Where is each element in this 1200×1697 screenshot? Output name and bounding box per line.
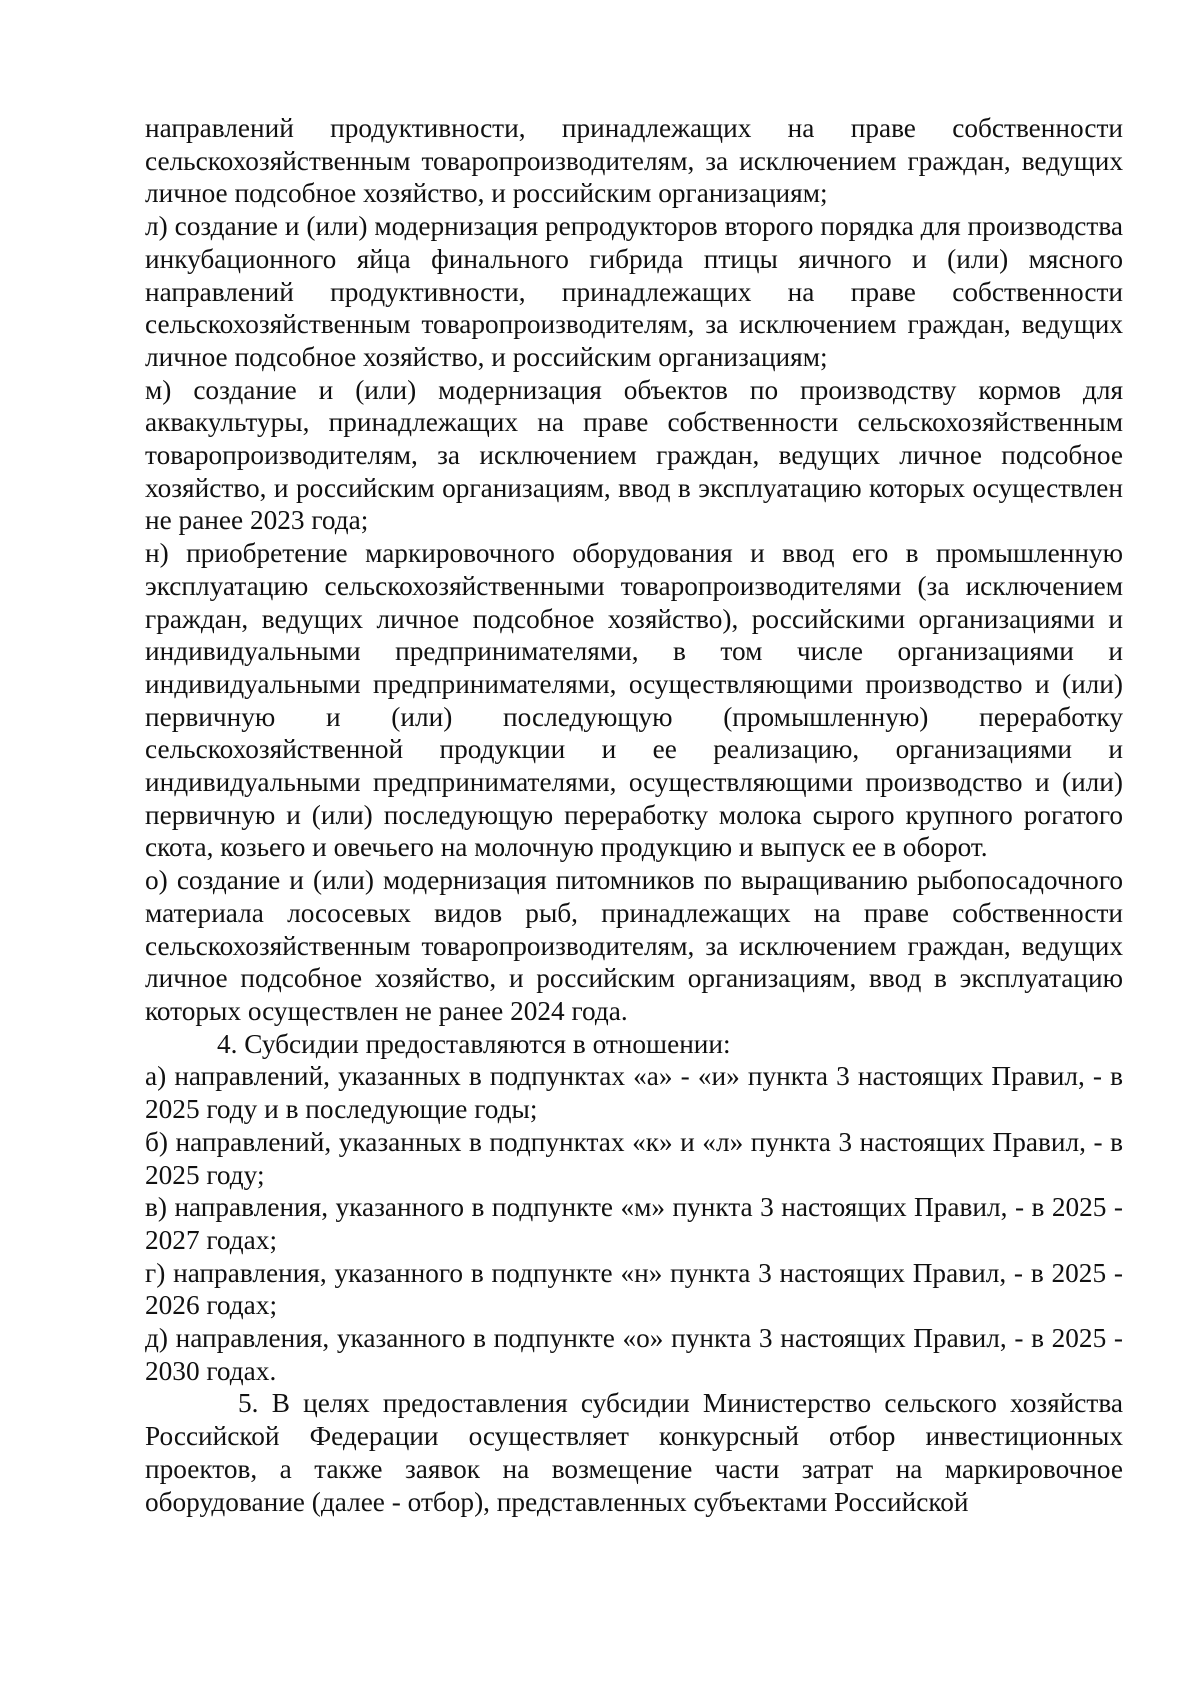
paragraph-item-v: в) направления, указанного в подпункте «м» пункта 3 настоящих Правил, - в 2025 - 2027 годах; bbox=[145, 1192, 1123, 1255]
paragraph-section-4: 4. Субсидии предоставляются в отношении: bbox=[217, 1028, 731, 1059]
document-page bbox=[145, 112, 1123, 1518]
paragraph-item-a: а) направлений, указанных в подпунктах «а» - «и» пункта 3 настоящих Правил, - в 2025 году и в последующие годы; bbox=[145, 1061, 1123, 1125]
paragraph-section-5: 5. В целях предоставления субсидии Министерство сельского хозяйства Российской Федерации осуществляет конкурсный отбор инвестиционных проектов, а также заявок на возмещение части затрат на маркировочное оборудование (далее - отбор), представленных субъектами Российской bbox=[145, 1388, 1123, 1517]
paragraph-item-d: д) направления, указанного в подпункте «о» пункта 3 настоящих Правил, - в 2025 - 2030 годах. bbox=[145, 1323, 1123, 1386]
paragraph-item-n: н) приобретение маркировочного оборудования и ввод его в промышленную эксплуатацию сельскохозяйственными товаропроизводителями (за исключением граждан, ведущих личное подсобное хозяйство), российскими организациями и индивидуальными предпринимателями, в том числе организациями и индивидуальными предпринимателями, осуществляющими производство и (или) первичную и (или) последующую (промышленную) переработку сельскохозяйственной продукции и ее реализацию, организациями и индивидуальными предпринимателями, осуществляющими производство и (или) первичную и (или) последующую переработку молока сырого крупного рогатого скота, козьего и овечьего на молочную продукцию и выпуск ее в оборот. bbox=[145, 538, 1123, 863]
paragraph-item-l: л) создание и (или) модернизация репродукторов второго порядка для производства инкубационного яйца финального гибрида птицы яичного и (или) мясного направлений продуктивности, принадлежащих на праве собственности сельскохозяйственным товаропроизводителям, за исключением граждан, ведущих личное подсобное хозяйство, и российским организациям; bbox=[145, 211, 1123, 372]
paragraph-item-m: м) создание и (или) модернизация объектов по производству кормов для аквакультуры, принадлежащих на праве собственности сельскохозяйственным товаропроизводителям, за исключением граждан, ведущих личное подсобное хозяйство, и российским организациям, ввод в эксплуатацию которых осуществлен не ранее 2023 года; bbox=[145, 374, 1123, 536]
paragraph-item-b: б) направлений, указанных в подпунктах «к» и «л» пункта 3 настоящих Правил, - в 2025 году; bbox=[145, 1126, 1123, 1190]
paragraph-continuation: направлений продуктивности, принадлежащих на праве собственности сельскохозяйственным товаропроизводителям, за исключением граждан, ведущих личное подсобное хозяйство, и российским организациям; bbox=[145, 113, 1123, 209]
paragraph-item-o: о) создание и (или) модернизация питомников по выращиванию рыбопосадочного материала лососевых видов рыб, принадлежащих на праве собственности сельскохозяйственным товаропроизводителям, за исключением граждан, ведущих личное подсобное хозяйство, и российским организациям, ввод в эксплуатацию которых осуществлен не ранее 2024 года. bbox=[145, 865, 1123, 1026]
paragraph-item-g: г) направления, указанного в подпункте «н» пункта 3 настоящих Правил, - в 2025 - 2026 годах; bbox=[145, 1257, 1123, 1321]
